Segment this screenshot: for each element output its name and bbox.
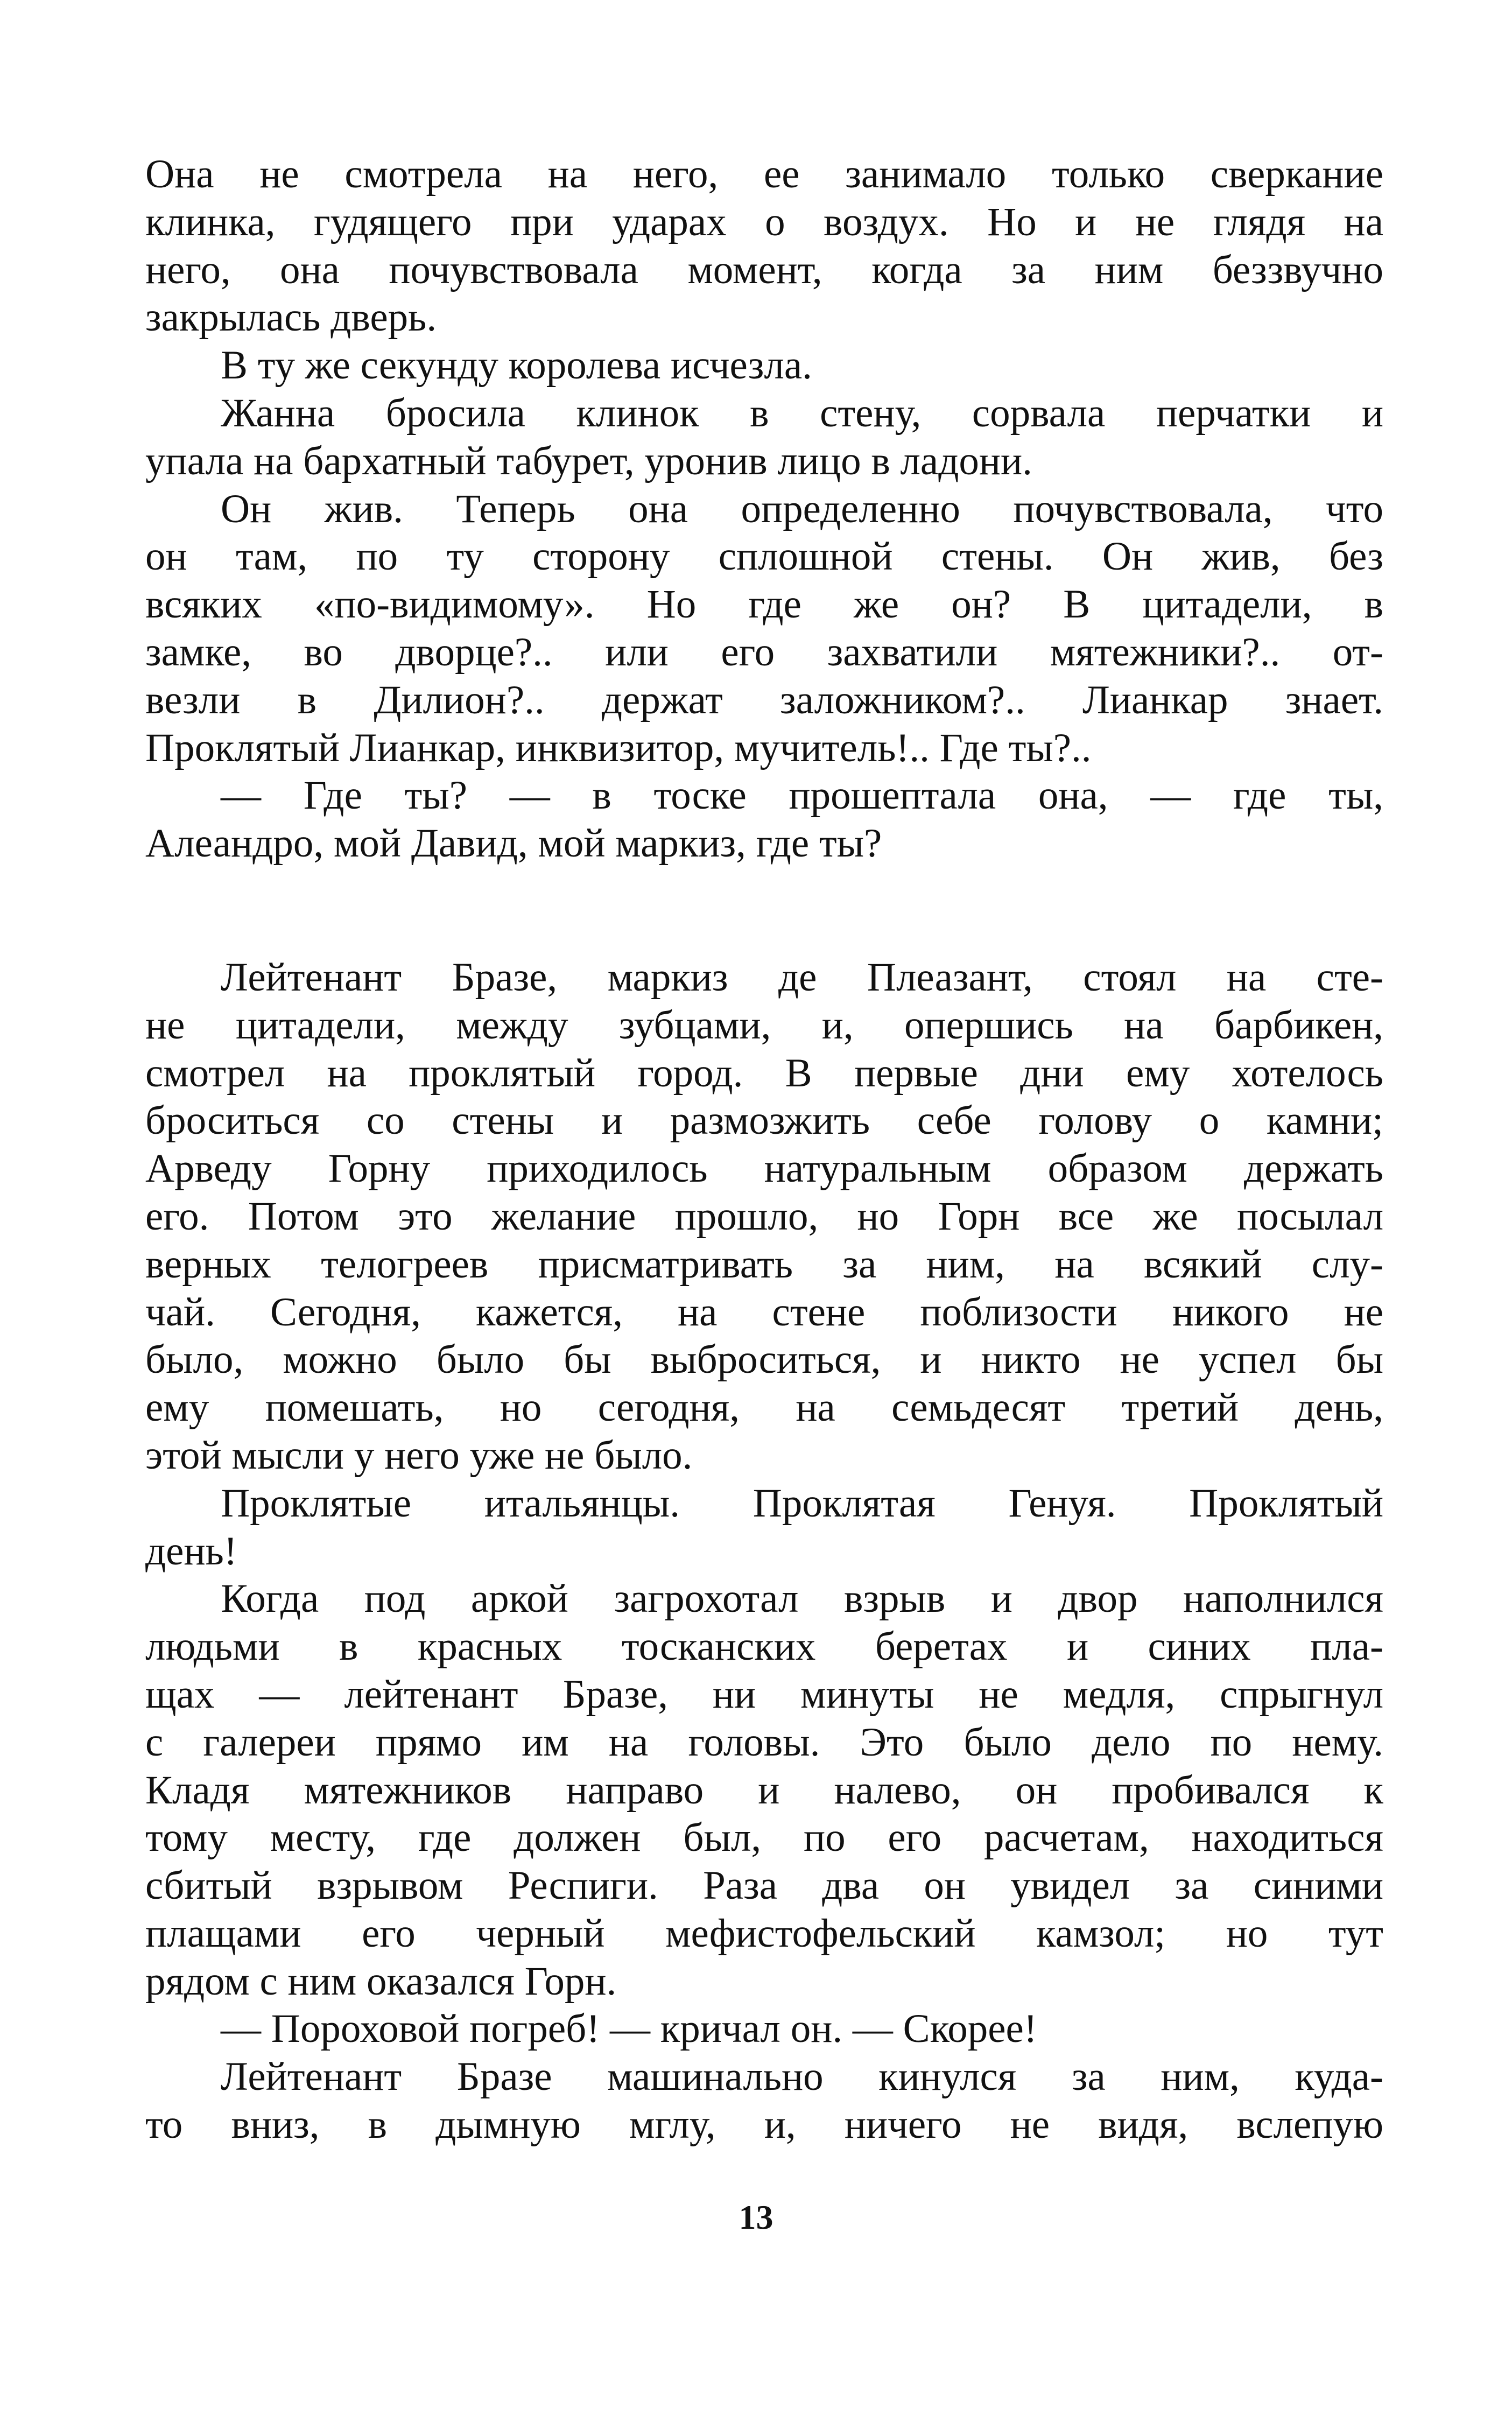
text-line: закрылась дверь. — [145, 295, 437, 340]
paragraph — [145, 1575, 1383, 2005]
text-line: Он жив. Теперь она определенно почувствовала, что — [221, 486, 1383, 531]
text-line: рядом с ним оказался Горн. — [145, 1958, 617, 2004]
text-line: всяких «по-видимому». Но где же он? В цитадели, в — [145, 582, 1383, 627]
section-break — [145, 868, 1383, 954]
paragraph — [145, 954, 1383, 1480]
text-line: Когда под аркой загрохотал взрыв и двор наполнился — [221, 1576, 1383, 1621]
text-line: — Пороховой погреб! — кричал он. — Скорее! — [221, 2006, 1037, 2052]
text-line: чай. Сегодня, кажется, на стене поблизости никого не — [145, 1289, 1383, 1335]
text-line: плащами его черный мефистофельский камзол; но тут — [145, 1911, 1383, 1956]
text-line: тому месту, где должен был, по его расчетам, находиться — [145, 1815, 1383, 1861]
paragraph — [145, 390, 1383, 486]
text-line: — Где ты? — в тоске прошептала она, — где ты, — [221, 773, 1383, 818]
text-line: этой мысли у него уже не было. — [145, 1433, 693, 1478]
paragraph — [145, 2053, 1383, 2149]
text-line: упала на бархатный табурет, уронив лицо в ладони. — [145, 438, 1032, 483]
text-line: Лейтенант Бразе, маркиз де Плеазант, стоял на сте- — [221, 954, 1383, 1000]
text-line: Алеандро, мой Давид, мой маркиз, где ты? — [145, 821, 882, 866]
text-line: Жанна бросила клинок в стену, сорвала перчатки и — [221, 390, 1383, 436]
text-line: верных телогреев присматривать за ним, на всякий слу- — [145, 1241, 1383, 1287]
text-line: людьми в красных тосканских беретах и синих пла- — [145, 1624, 1383, 1669]
text-line: замке, во дворце?.. или его захватили мятежники?.. от- — [145, 629, 1383, 675]
paragraph — [145, 486, 1383, 773]
text-line: день! — [145, 1528, 237, 1574]
text-line: его. Потом это желание прошло, но Горн все же посылал — [145, 1194, 1383, 1239]
text-line: то вниз, в дымную мглу, и, ничего не видя, вслепую — [145, 2102, 1383, 2147]
text-line: щах — лейтенант Бразе, ни минуты не медля, спрыгнул — [145, 1672, 1383, 1717]
text-line: сбитый взрывом Респиги. Раза два он увидел за синими — [145, 1863, 1383, 1908]
book-page — [145, 151, 1383, 2277]
text-line: клинка, гудящего при ударах о воздух. Но и не глядя на — [145, 199, 1383, 244]
text-line: смотрел на проклятый город. В первые дни ему хотелось — [145, 1050, 1383, 1096]
text-line: Проклятые итальянцы. Проклятая Генуя. Проклятый — [221, 1480, 1383, 1526]
paragraph — [145, 1480, 1383, 1576]
paragraph — [145, 342, 1383, 390]
text-line: Она не смотрела на него, ее занимало только сверкание — [145, 152, 1383, 196]
text-line: броситься со стены и размозжить себе голову о камни; — [145, 1098, 1383, 1143]
text-line: с галереи прямо им на головы. Это было дело по нему. — [145, 1719, 1383, 1765]
text-line: Лейтенант Бразе машинально кинулся за ним, куда- — [221, 2054, 1383, 2100]
text-line: он там, по ту сторону сплошной стены. Он жив, без — [145, 534, 1383, 579]
text-line: ему помешать, но сегодня, на семьдесят третий день, — [145, 1385, 1383, 1430]
page-number: 13 — [739, 2198, 773, 2236]
text-line: него, она почувствовала момент, когда за ним беззвучно — [145, 247, 1383, 292]
text-line: Кладя мятежников направо и налево, он пробивался к — [145, 1767, 1383, 1813]
paragraph — [145, 772, 1383, 868]
text-line: было, можно было бы выброситься, и никто не успел бы — [145, 1337, 1383, 1382]
text-line: не цитадели, между зубцами, и, опершись на барбикен, — [145, 1002, 1383, 1048]
paragraph — [145, 151, 1383, 342]
text-line: Арведу Горну приходилось натуральным образом держать — [145, 1146, 1383, 1191]
text-line: Проклятый Лианкар, инквизитор, мучитель!.. Где ты?.. — [145, 725, 1092, 770]
paragraph — [145, 2005, 1383, 2053]
text-line: везли в Дилион?.. держат заложником?.. Лианкар знает. — [145, 677, 1383, 722]
text-line: В ту же секунду королева исчезла. — [221, 343, 812, 388]
